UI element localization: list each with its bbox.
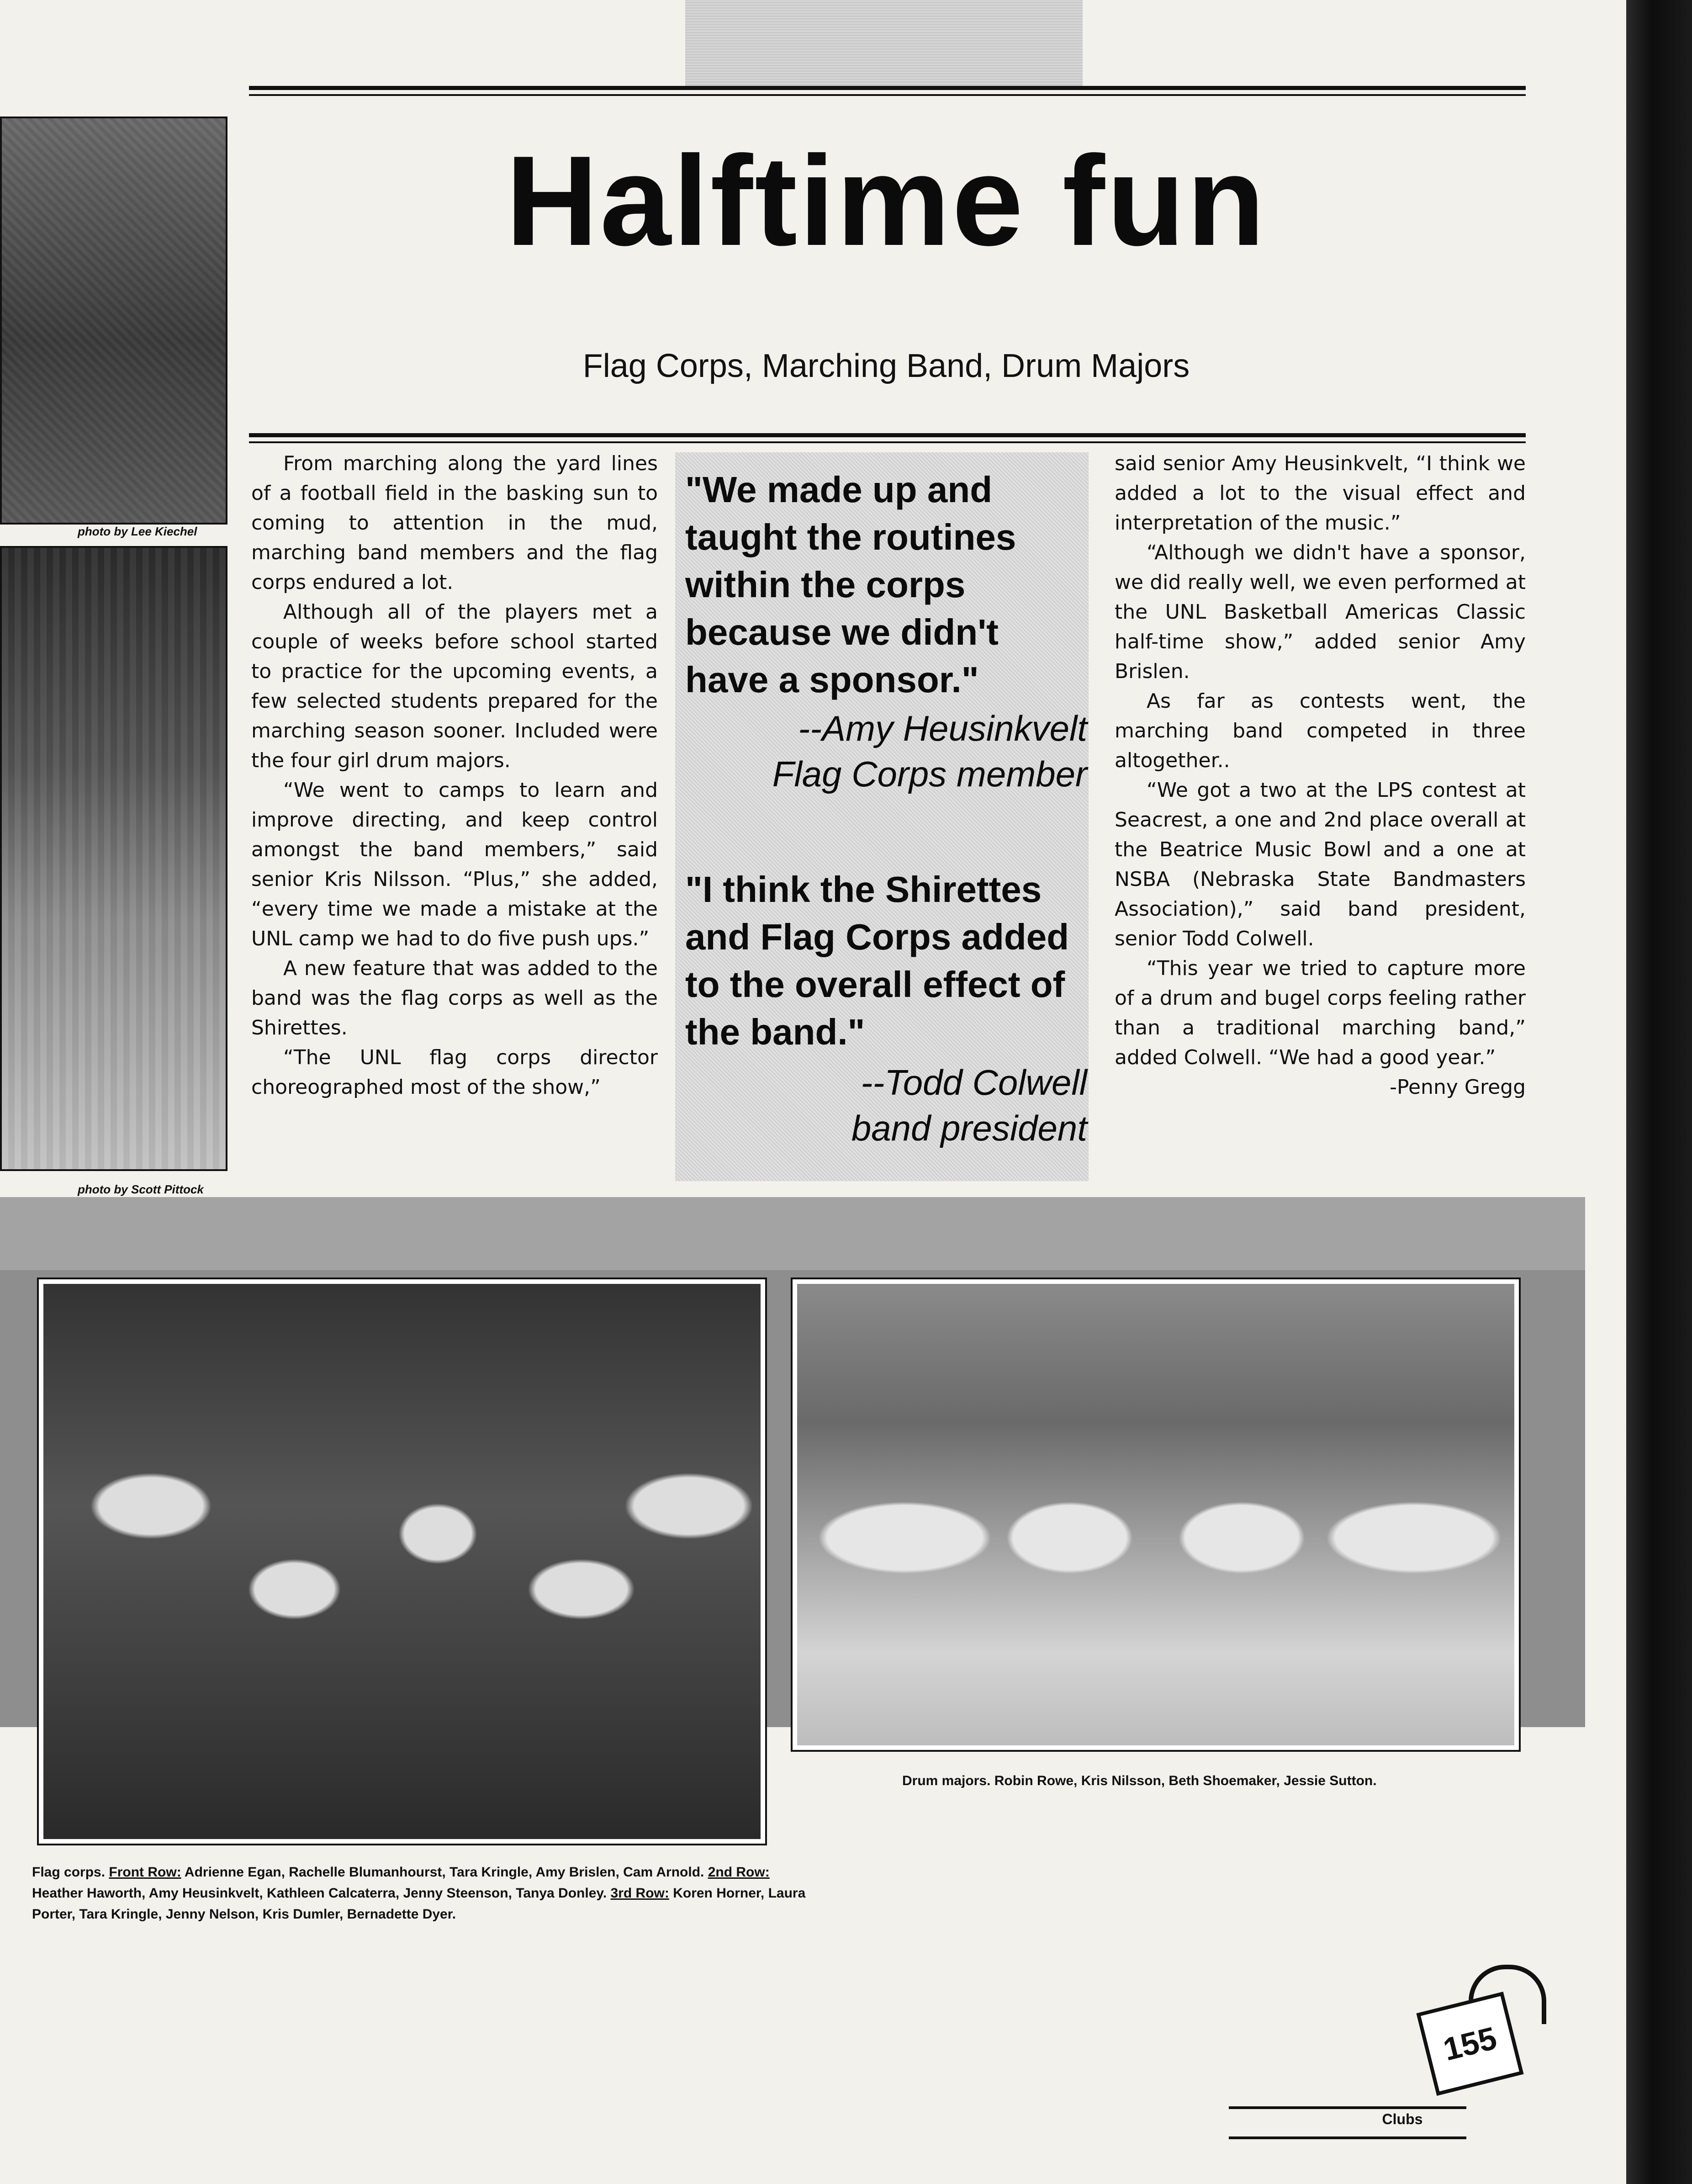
caption-label: Flag corps.	[32, 1865, 106, 1880]
article-column-right	[1115, 449, 1526, 1102]
paragraph: Although all of the players met a couple of weeks before school started to practice for the upcoming events, a few selected students prepared for the marching season sooner. Included were the four girl drum majors.	[251, 600, 658, 772]
pull-quote-2-name: --Todd Colwell	[861, 1062, 1087, 1103]
top-rule	[249, 86, 1526, 90]
paragraph: said senior Amy Heusinkvelt, “I think we added a lot to the visual effect and interpretation of the music.”	[1115, 452, 1526, 535]
mid-rule	[249, 433, 1526, 437]
photo-credit-middle: photo by Scott Pittock	[78, 1182, 204, 1196]
top-rule-thin	[249, 94, 1526, 96]
paragraph: “We got a two at the LPS contest at Seacrest, a one and 2nd place overall at the Beatrice Music Bowl and a one at NSBA (Nebraska State Bandmasters Association),” said band president, senior Todd Colwell.	[1115, 779, 1526, 950]
photo-band-top	[0, 1197, 1585, 1270]
pull-quote-2-role: band president	[851, 1108, 1087, 1148]
pull-quote-2: "I think the Shirettes and Flag Corps added to the overall effect of the band."	[685, 869, 1069, 1052]
article-column-left	[251, 449, 658, 1102]
pull-quote-1-role: Flag Corps member	[772, 754, 1087, 794]
halftime-stands-photo	[0, 117, 227, 525]
page-title: Halftime fun	[506, 130, 1267, 272]
paragraph: “We went to camps to learn and improve directing, and keep control amongst the band members,” said senior Kris Nilsson. “Plus,” she added, “every time we made a mistake at the UNL camp we had to do five push ups.”	[251, 779, 658, 950]
caption-row-label: 3rd Row:	[610, 1886, 669, 1901]
paragraph: As far as contests went, the marching band competed in three altogether..	[1115, 689, 1526, 772]
paragraph: “Although we didn't have a sponsor, we did really well, we even performed at the UNL Basketball Americas Classic half-time show,” added senior Amy Brislen.	[1115, 541, 1526, 683]
drum-majors-caption: Drum majors. Robin Rowe, Kris Nilsson, Beth Shoemaker, Jessie Sutton.	[902, 1773, 1377, 1788]
flag-corps-group-photo	[39, 1279, 765, 1844]
paragraph: “This year we tried to capture more of a drum and bugel corps feeling rather than a traditional marching band,” added Colwell. “We had a good year.”	[1115, 957, 1526, 1069]
article-signature: -Penny Gregg	[1390, 1076, 1526, 1099]
book-binding-edge	[1626, 0, 1692, 2184]
caption-row: Heather Haworth, Amy Heusinkvelt, Kathleen Calcaterra, Jenny Steenson, Tanya Donley.	[32, 1886, 607, 1901]
header-tint	[685, 0, 1083, 87]
caption-row: Koren Horner, Laura Porter, Tara Kringle, Jenny Nelson, Kris Dumler, Bernadette Dyer.	[32, 1886, 806, 1922]
section-label: Clubs	[1382, 2111, 1423, 2127]
caption-row-label: 2nd Row:	[708, 1865, 770, 1880]
flag-corps-caption	[32, 1862, 809, 1925]
mid-rule-thin	[249, 441, 1526, 443]
pull-quote-1: "We made up and taught the routines within the corps because we didn't have a sponsor."	[685, 469, 1016, 700]
paragraph: A new feature that was added to the band was the flag corps as well as the Shirettes.	[251, 957, 658, 1039]
page-number: 155	[1416, 1992, 1523, 2096]
page-subtitle: Flag Corps, Marching Band, Drum Majors	[582, 348, 1190, 384]
caption-row-label: Front Row:	[109, 1865, 181, 1880]
pull-quote-1-name: --Amy Heusinkvelt	[798, 708, 1087, 748]
caption-row: Adrienne Egan, Rachelle Blumanhourst, Tara Kringle, Amy Brislen, Cam Arnold.	[184, 1865, 704, 1880]
paragraph: “The UNL flag corps director choreographed most of the show,”	[251, 1046, 658, 1099]
paragraph: From marching along the yard lines of a football field in the basking sun to coming to attention in the mud, marching band members and the flag corps endured a lot.	[251, 452, 658, 594]
drum-majors-photo	[793, 1279, 1519, 1750]
photo-credit-top: photo by Lee Kiechel	[78, 525, 197, 538]
director-field-photo	[0, 546, 227, 1171]
